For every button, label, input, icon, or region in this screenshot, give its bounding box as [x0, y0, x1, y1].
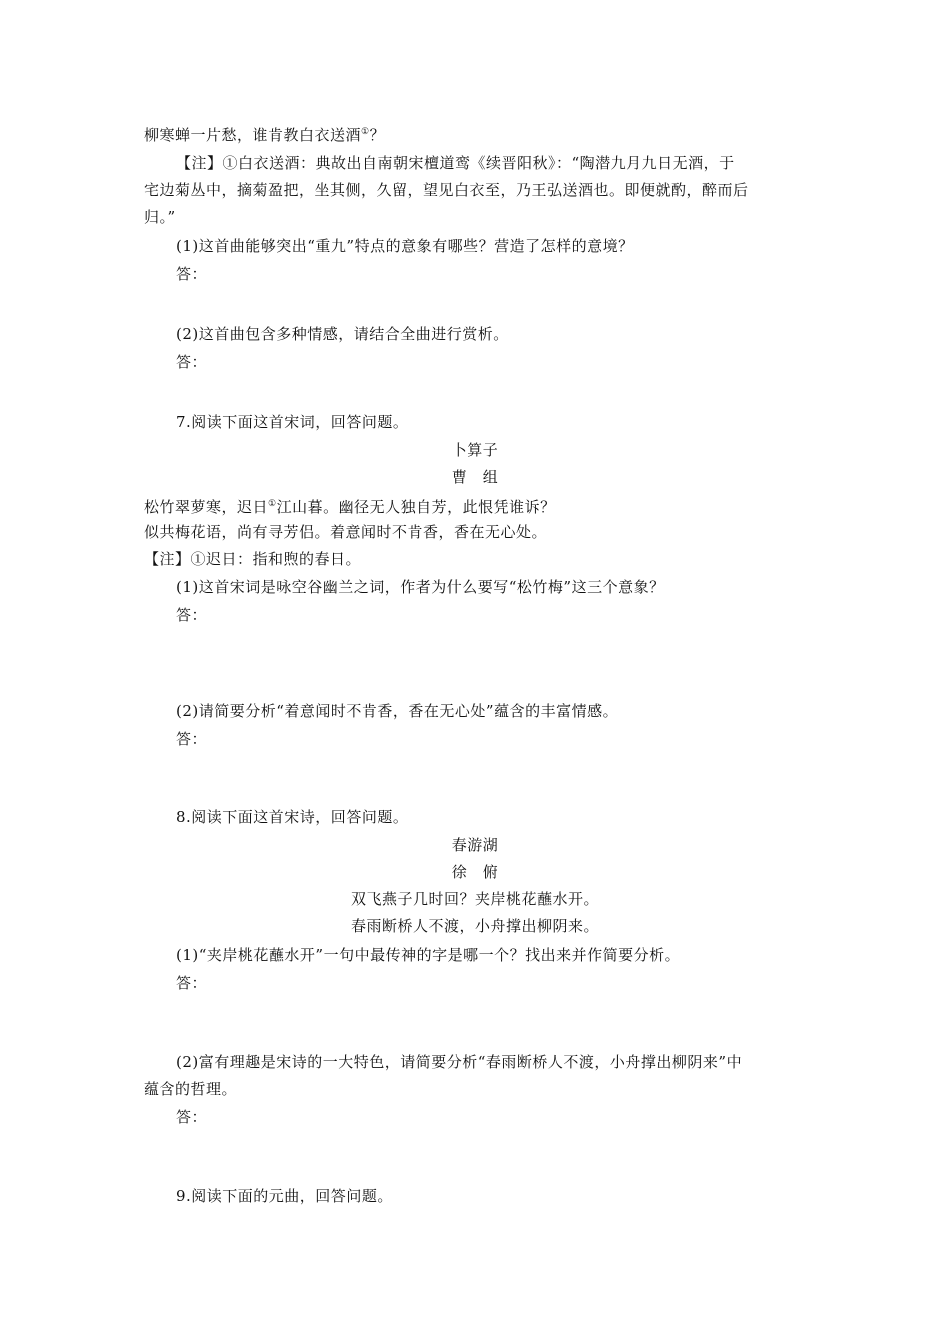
- answer-label-6-2: 答：: [176, 353, 208, 371]
- answer-label-6-1: 答：: [176, 265, 208, 283]
- question-9-prompt: 9.阅读下面的元曲，回答问题。: [176, 1187, 393, 1205]
- answer-label-7-2: 答：: [176, 730, 208, 748]
- poem-line-2: 春雨断桥人不渡，小舟撑出柳阴来。: [350, 917, 599, 935]
- poem-tail-end: ？: [369, 126, 386, 144]
- question-7-1: (1)这首宋词是咏空谷幽兰之词，作者为什么要写“松竹梅”这三个意象？: [176, 578, 665, 596]
- question-8-2-line-2: 蕴含的哲理。: [144, 1080, 238, 1098]
- footnote-marker: ①: [361, 127, 370, 137]
- question-7-prompt: 7.阅读下面这首宋词，回答问题。: [176, 413, 409, 431]
- poem-title: 卜算子: [451, 441, 499, 459]
- answer-label-7-1: 答：: [176, 606, 208, 624]
- poem-line-1: [144, 494, 556, 517]
- question-8-2-line-1: (2)富有理趣是宋诗的一大特色，请简要分析“春雨断桥人不渡，小舟撑出柳阴来”中: [176, 1053, 743, 1071]
- poem-author: 徐 俯: [451, 863, 499, 881]
- answer-label-8-1: 答：: [176, 974, 208, 992]
- answer-label-8-2: 答：: [176, 1108, 208, 1126]
- poem-tail-text: 柳寒蝉一片愁，谁肯教白衣送酒: [144, 126, 362, 144]
- question-6-1: (1)这首曲能够突出“重九”特点的意象有哪些？营造了怎样的意境？: [176, 237, 634, 255]
- poem-tail-line: [144, 122, 385, 145]
- question-8-1: (1)“夹岸桃花蘸水开”一句中最传神的字是哪一个？找出来并作简要分析。: [176, 946, 681, 964]
- poem-line-1-a: 松竹翠萝寒，迟日: [144, 498, 269, 516]
- poem-line-1-b: 江山暮。幽径无人独自芳，此恨凭谁诉？: [276, 498, 556, 516]
- question-8-prompt: 8.阅读下面这首宋诗，回答问题。: [176, 808, 409, 826]
- note-line-2: 宅边菊丛中，摘菊盈把，坐其侧，久留，望见白衣至，乃王弘送酒也。即便就酌，醉而后: [144, 181, 749, 199]
- poem-line-1: 双飞燕子几时回？夹岸桃花蘸水开。: [350, 890, 599, 908]
- note-line-3: 归。”: [144, 208, 176, 226]
- poem-note: 【注】①迟日：指和煦的春日。: [144, 550, 362, 568]
- question-7-2: (2)请简要分析“着意闻时不肯香，香在无心处”蕴含的丰富情感。: [176, 702, 619, 720]
- poem-author: 曹 组: [451, 468, 499, 486]
- footnote-marker: ①: [268, 499, 277, 509]
- poem-line-2: 似共梅花语，尚有寻芳侣。着意闻时不肯香，香在无心处。: [144, 523, 548, 541]
- poem-title: 春游湖: [451, 836, 499, 854]
- note-line-1: 【注】①白衣送酒：典故出自南朝宋檀道鸾《续晋阳秋》：“陶潜九月九日无酒，于: [176, 154, 735, 172]
- question-6-2: (2)这首曲包含多种情感，请结合全曲进行赏析。: [176, 325, 509, 343]
